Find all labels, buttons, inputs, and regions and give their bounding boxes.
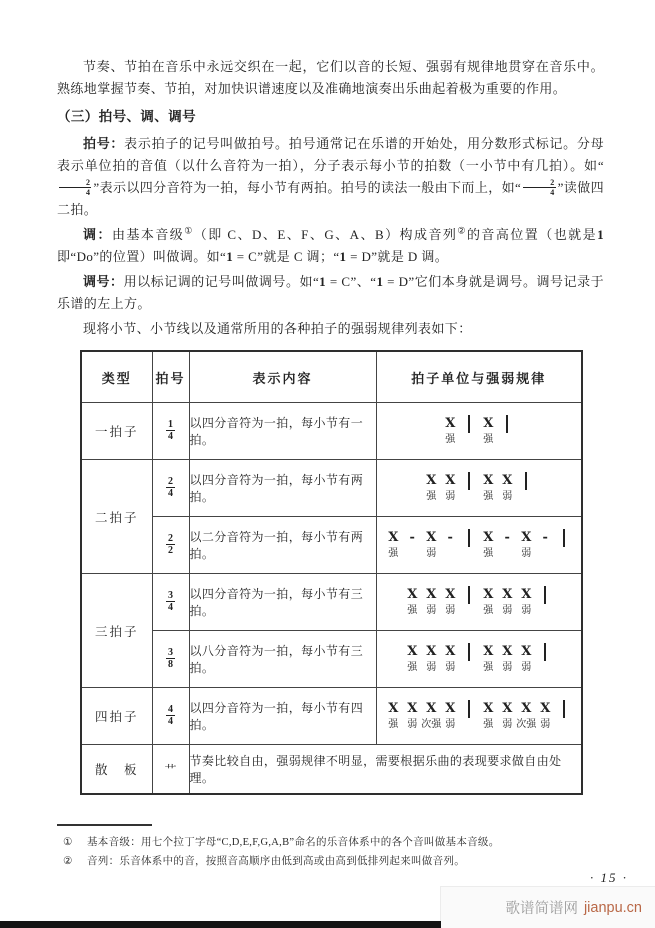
- meter-type-cell: 二拍子: [81, 460, 152, 574]
- beat-note: [403, 529, 422, 561]
- footnote-reference: ①: [184, 225, 194, 236]
- beat-strength-label: 次强: [516, 718, 537, 730]
- column-header-beat-pattern: 拍子单位与强弱规律: [376, 351, 582, 403]
- table-row: [81, 574, 582, 631]
- table-row: [81, 688, 582, 745]
- beat-strength-label: 强: [483, 490, 494, 502]
- fraction-numerator: 2: [168, 532, 173, 544]
- beat-note: [498, 472, 517, 504]
- beat-strength-label: 强: [388, 718, 399, 730]
- text-run: 现将小节、小节线以及通常所用的各种拍子的强弱规律列表如下：: [83, 321, 472, 336]
- note-mark: X: [445, 415, 456, 431]
- beat-note: [403, 643, 422, 675]
- beat-strength-label: 强: [407, 604, 418, 616]
- note-mark: X: [540, 700, 551, 716]
- beat-strength-label: 强: [445, 433, 456, 445]
- beat-note: [422, 529, 441, 561]
- beat-strength-label: 弱: [502, 604, 513, 616]
- beat-note: [441, 415, 460, 447]
- barline: [498, 415, 517, 448]
- text-run: （三）拍号、调、调号: [57, 109, 196, 124]
- note-mark: -: [542, 529, 548, 545]
- beat-note: [479, 643, 498, 675]
- beat-strength-label: 强: [483, 604, 494, 616]
- note-mark: X: [483, 700, 494, 716]
- note-mark: X: [521, 529, 532, 545]
- barline: [460, 586, 479, 619]
- fraction-numerator: 2: [168, 475, 173, 487]
- fraction-denominator: 4: [168, 431, 173, 443]
- beat-note: [517, 700, 536, 732]
- beat-strength-label: 弱: [502, 661, 513, 673]
- barline-mark: [468, 529, 470, 547]
- beat-strength-label: 强: [407, 661, 418, 673]
- beat-pattern-row: [377, 586, 582, 619]
- table-row: [81, 517, 582, 574]
- beat-note: [498, 700, 517, 732]
- footnotes-section: [57, 824, 604, 871]
- note-mark: X: [483, 643, 494, 659]
- note-mark: X: [445, 472, 456, 488]
- beat-strength-label: 强: [483, 433, 494, 445]
- time-signature-fraction: [166, 533, 175, 557]
- footnote-reference: ②: [457, 225, 467, 236]
- beat-note: [517, 643, 536, 675]
- text-run: 表示拍子的记号叫做拍号。拍号通常记在乐谱的开始处，用分数形式标记。分母表示单位拍的音值（以什么音符为一拍），分子表示每小节的拍数（一小节中有几拍）。如“: [57, 136, 604, 173]
- emphasized-text: 1: [226, 249, 234, 264]
- footnote-item: [57, 833, 604, 852]
- beat-strength-label: 强: [483, 718, 494, 730]
- beat-note: [422, 700, 441, 732]
- time-signature-fraction: [59, 178, 91, 197]
- note-mark: X: [521, 700, 532, 716]
- key-signature-paragraph: [57, 271, 604, 315]
- beat-note: [498, 586, 517, 618]
- text-run: ”表示以四分音符为一拍，每小节有两拍。拍号的读法一般由下而上，如“: [93, 180, 522, 195]
- fraction-denominator: 4: [168, 488, 173, 500]
- beat-note: [441, 586, 460, 618]
- note-mark: X: [426, 472, 437, 488]
- time-signature-fraction: [166, 704, 175, 728]
- barline: [460, 700, 479, 733]
- beat-pattern-cell: [376, 460, 582, 517]
- barline: [460, 472, 479, 505]
- column-header-type: 类型: [81, 351, 152, 403]
- beat-pattern-cell: [376, 403, 582, 460]
- beat-note: [403, 586, 422, 618]
- beat-note: [479, 700, 498, 732]
- barline: [517, 472, 536, 505]
- barline-mark: [544, 586, 546, 604]
- description-cell: 节奏比较自由，强弱规律不明显，需要根据乐曲的表现要求做自由处理。: [189, 745, 582, 795]
- time-signature-paragraph: [57, 133, 604, 221]
- beat-strength-label: 弱: [540, 718, 551, 730]
- text-run: 即“Do”的位置）叫做调。如“: [57, 249, 227, 264]
- meter-table-body: [81, 403, 582, 795]
- note-mark: X: [407, 643, 418, 659]
- time-signature-cell: [152, 517, 189, 574]
- barline-mark: [525, 472, 527, 490]
- beat-pattern-row: [377, 700, 582, 733]
- time-signature-fraction: [166, 419, 175, 443]
- fraction-denominator: 2: [168, 545, 173, 557]
- beat-strength-label: 弱: [445, 718, 456, 730]
- barline-mark: [468, 700, 470, 718]
- fraction-denominator: 8: [168, 659, 173, 671]
- note-mark: X: [426, 700, 437, 716]
- fraction-denominator: 4: [168, 716, 173, 728]
- text-run: = C”、“: [326, 274, 377, 289]
- footnote-marker: ②: [63, 856, 73, 867]
- barline: [536, 643, 555, 676]
- beat-pattern-cell: [376, 574, 582, 631]
- text-run: 节奏、节拍在音乐中永远交织在一起，它们以音的长短、强弱有规律地贯穿在音乐中。熟练地掌握节奏、节拍，对加快识谱速度以及准确地演奏出乐曲起着极为重要的作用。: [57, 59, 604, 96]
- text-run: （即 C、D、E、F、G、A、B）构成音列: [193, 227, 458, 242]
- footnote-item: [57, 852, 604, 871]
- note-mark: X: [388, 529, 399, 545]
- beat-note: [479, 472, 498, 504]
- footnote-list: [57, 833, 604, 871]
- beat-note: [536, 700, 555, 732]
- emphasized-text: 调：: [83, 227, 112, 242]
- beat-strength-label: 弱: [521, 604, 532, 616]
- watermark-site-name: 歌谱简谱网: [505, 901, 578, 917]
- fraction-numerator: 2: [523, 178, 555, 188]
- footnote-text: 基本音级：用七个拉丁字母“C,D,E,F,G,A,B”命名的乐音体系中的各个音叫做基本音级。: [87, 837, 500, 848]
- beat-pattern-row: [377, 529, 582, 562]
- table-row: [81, 403, 582, 460]
- text-run: = D”它们本身就是调号。调号记录于乐谱的左上方。: [57, 274, 604, 311]
- description-cell: 以四分音符为一拍，每小节有两拍。: [189, 460, 376, 517]
- beat-strength-label: 弱: [521, 661, 532, 673]
- column-header-meaning: 表示内容: [189, 351, 376, 403]
- description-cell: 以四分音符为一拍，每小节有三拍。: [189, 574, 376, 631]
- note-mark: X: [521, 586, 532, 602]
- beat-pattern-row: [377, 415, 582, 448]
- table-intro-paragraph: [57, 318, 604, 340]
- note-mark: X: [483, 415, 494, 431]
- time-signature-cell: [152, 460, 189, 517]
- text-run: = D”就是 D 调。: [346, 249, 449, 264]
- barline-mark: [468, 472, 470, 490]
- footnote-text: 音列：乐音体系中的音，按照音高顺序由低到高或由高到低排列起来叫做音列。: [87, 856, 465, 867]
- note-mark: X: [407, 586, 418, 602]
- note-mark: X: [502, 586, 513, 602]
- meter-type-cell: 三拍子: [81, 574, 152, 688]
- beat-strength-label: 弱: [445, 490, 456, 502]
- note-mark: -: [409, 529, 415, 545]
- note-mark: X: [426, 586, 437, 602]
- note-mark: X: [445, 586, 456, 602]
- beat-note: [384, 700, 403, 732]
- barline-mark: [468, 643, 470, 661]
- section-heading: [57, 106, 604, 128]
- beat-note: [422, 586, 441, 618]
- text-run: = C”就是 C 调；“: [233, 249, 340, 264]
- beat-note: [479, 529, 498, 561]
- fraction-numerator: 1: [168, 418, 173, 430]
- emphasized-text: 1: [376, 274, 384, 289]
- time-signature-fraction: [166, 476, 175, 500]
- time-signature-fraction: [166, 590, 175, 614]
- text-run: 用以标记调的记号叫做调号。如“: [123, 274, 320, 289]
- beat-strength-label: 弱: [502, 718, 513, 730]
- beat-strength-label: 弱: [407, 718, 418, 730]
- time-signature-cell: [152, 688, 189, 745]
- beat-strength-label: 弱: [426, 604, 437, 616]
- beat-note: [479, 415, 498, 447]
- beat-strength-label: 弱: [502, 490, 513, 502]
- fraction-denominator: 4: [86, 188, 91, 197]
- footnote-marker: ①: [63, 837, 73, 848]
- beat-pattern-row: [377, 472, 582, 505]
- beat-note: [403, 700, 422, 732]
- note-mark: -: [504, 529, 510, 545]
- beat-strength-label: 次强: [421, 718, 442, 730]
- time-signature-fraction: [166, 647, 175, 671]
- page-content: [57, 56, 604, 795]
- beat-note: [441, 472, 460, 504]
- note-mark: X: [521, 643, 532, 659]
- barline: [460, 643, 479, 676]
- barline-mark: [563, 529, 565, 547]
- beat-strength-label: 弱: [445, 661, 456, 673]
- beat-strength-label: 强: [426, 490, 437, 502]
- description-cell: 以八分音符为一拍，每小节有三拍。: [189, 631, 376, 688]
- beat-note: [479, 586, 498, 618]
- beat-note: [517, 529, 536, 561]
- intro-paragraph: [57, 56, 604, 100]
- beat-strength-label: 弱: [426, 661, 437, 673]
- time-signature-cell: [152, 574, 189, 631]
- description-cell: 以二分音符为一拍，每小节有两拍。: [189, 517, 376, 574]
- barline-mark: [563, 700, 565, 718]
- barline: [460, 415, 479, 448]
- beat-pattern-cell: [376, 517, 582, 574]
- scan-edge-bar: [0, 921, 441, 928]
- fraction-numerator: 3: [168, 589, 173, 601]
- beat-pattern-cell: [376, 631, 582, 688]
- table-row: [81, 460, 582, 517]
- note-mark: X: [502, 472, 513, 488]
- barline: [555, 529, 574, 562]
- fraction-numerator: 4: [168, 703, 173, 715]
- beat-strength-label: 弱: [445, 604, 456, 616]
- note-mark: X: [483, 586, 494, 602]
- beat-strength-label: 强: [483, 547, 494, 559]
- time-signature-cell: [152, 403, 189, 460]
- note-mark: X: [407, 700, 418, 716]
- note-mark: X: [426, 643, 437, 659]
- fraction-denominator: 4: [550, 188, 555, 197]
- note-mark: X: [388, 700, 399, 716]
- note-mark: X: [445, 700, 456, 716]
- emphasized-text: 1: [339, 249, 347, 264]
- beat-note: [498, 643, 517, 675]
- meter-type-cell: 一拍子: [81, 403, 152, 460]
- column-header-signature: 拍号: [152, 351, 189, 403]
- fraction-denominator: 4: [168, 602, 173, 614]
- beat-note: [441, 529, 460, 561]
- meter-table: [80, 350, 583, 795]
- beat-note: [498, 529, 517, 561]
- table-header-row: [81, 351, 582, 403]
- note-mark: X: [483, 472, 494, 488]
- emphasized-text: 1: [319, 274, 327, 289]
- emphasized-text: 拍号：: [83, 136, 125, 151]
- barline-mark: [468, 415, 470, 433]
- table-row: [81, 745, 582, 795]
- fraction-numerator: 2: [59, 178, 91, 188]
- barline: [536, 586, 555, 619]
- emphasized-text: 1: [597, 227, 604, 242]
- fraction-numerator: 3: [168, 646, 173, 658]
- barline: [460, 529, 479, 562]
- beat-strength-label: 强: [483, 661, 494, 673]
- beat-note: [422, 472, 441, 504]
- text-run: ”读做四二拍。: [57, 180, 605, 217]
- watermark-url: jianpu.cn: [583, 899, 642, 916]
- note-mark: X: [445, 643, 456, 659]
- meter-table-header: [81, 351, 582, 403]
- description-cell: 以四分音符为一拍，每小节有四拍。: [189, 688, 376, 745]
- beat-pattern-cell: [376, 688, 582, 745]
- beat-strength-label: 强: [388, 547, 399, 559]
- note-mark: X: [502, 700, 513, 716]
- beat-strength-label: 弱: [426, 547, 437, 559]
- description-cell: 以四分音符为一拍，每小节有一拍。: [189, 403, 376, 460]
- watermark: [440, 886, 655, 928]
- meter-type-cell: 散 板: [81, 745, 152, 795]
- barline-mark: [544, 643, 546, 661]
- time-signature-cell: 艹: [152, 745, 189, 795]
- page-number: · 15 ·: [590, 870, 628, 885]
- beat-note: [517, 586, 536, 618]
- meter-type-cell: 四拍子: [81, 688, 152, 745]
- note-mark: X: [502, 643, 513, 659]
- key-paragraph: [57, 224, 604, 268]
- barline-mark: [468, 586, 470, 604]
- beat-note: [422, 643, 441, 675]
- note-mark: -: [447, 529, 453, 545]
- time-signature-cell: [152, 631, 189, 688]
- footnote-divider: [57, 824, 152, 826]
- beat-note: [441, 643, 460, 675]
- beat-pattern-row: [377, 643, 582, 676]
- note-mark: X: [483, 529, 494, 545]
- barline: [555, 700, 574, 733]
- beat-strength-label: 弱: [521, 547, 532, 559]
- time-signature-fraction: [523, 178, 555, 197]
- beat-note: [441, 700, 460, 732]
- barline-mark: [506, 415, 508, 433]
- text-run: 的音高位置（也就是: [466, 227, 598, 242]
- text-run: 由基本音级: [111, 227, 185, 242]
- table-row: [81, 631, 582, 688]
- beat-note: [384, 529, 403, 561]
- beat-note: [536, 529, 555, 561]
- emphasized-text: 调号：: [83, 274, 124, 289]
- note-mark: X: [426, 529, 437, 545]
